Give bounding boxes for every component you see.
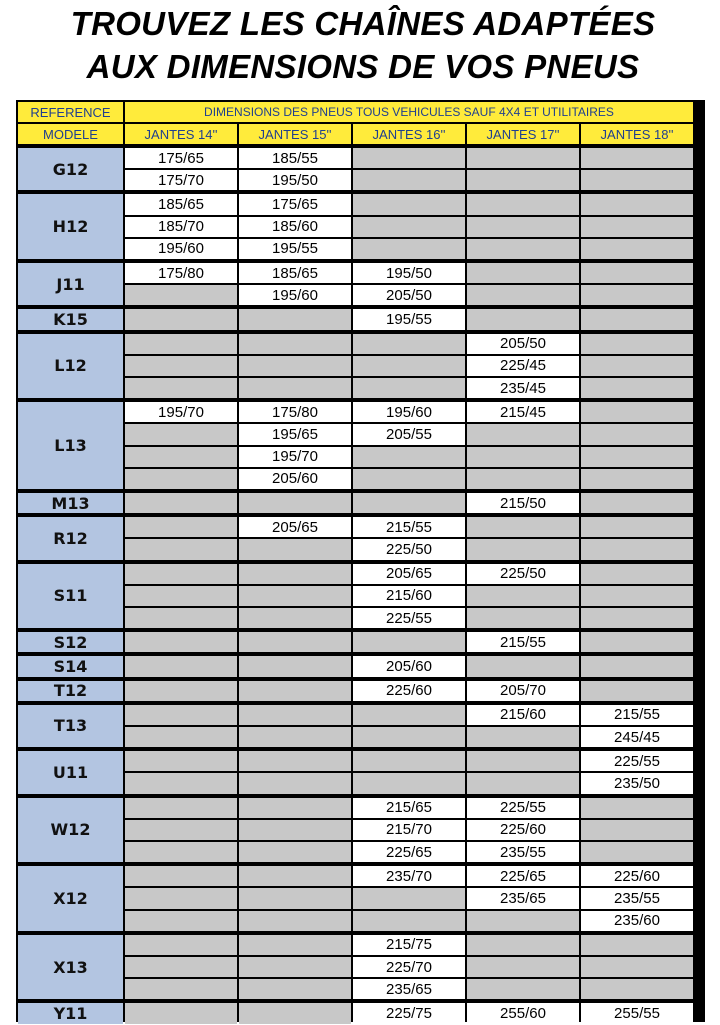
empty-cell (125, 979, 237, 999)
empty-cell (581, 564, 693, 584)
empty-cell (467, 148, 579, 168)
empty-cell (353, 469, 465, 489)
tire-size-cell: 195/60 (353, 402, 465, 422)
empty-cell (467, 608, 579, 628)
empty-cell (581, 632, 693, 652)
empty-cell (125, 911, 237, 931)
empty-cell (125, 469, 237, 489)
tire-size-cell: 235/65 (353, 979, 465, 999)
empty-cell (239, 957, 351, 977)
empty-cell (125, 517, 237, 537)
empty-cell (125, 888, 237, 908)
empty-cell (353, 727, 465, 747)
empty-cell (353, 705, 465, 725)
empty-cell (125, 935, 237, 955)
empty-cell (353, 493, 465, 513)
tire-size-cell: 225/50 (467, 564, 579, 584)
empty-cell (125, 1003, 237, 1023)
tire-size-cell: 235/65 (467, 888, 579, 908)
empty-cell (353, 194, 465, 214)
empty-cell (467, 957, 579, 977)
tire-size-cell: 175/65 (125, 148, 237, 168)
empty-cell (125, 564, 237, 584)
empty-cell (467, 979, 579, 999)
model-header: MODELE (18, 124, 123, 144)
empty-cell (581, 239, 693, 259)
model-reference: K15 (18, 309, 123, 329)
column-header: JANTES 17'' (467, 124, 579, 144)
empty-cell (239, 979, 351, 999)
empty-cell (125, 751, 237, 771)
empty-cell (581, 447, 693, 467)
empty-cell (581, 656, 693, 676)
tire-size-cell: 215/55 (581, 705, 693, 725)
tire-size-cell: 235/70 (353, 866, 465, 886)
empty-cell (581, 309, 693, 329)
tire-size-cell: 205/55 (353, 424, 465, 444)
empty-cell (581, 285, 693, 305)
empty-cell (239, 773, 351, 793)
page-title (6, 2, 720, 88)
tire-size-cell: 225/65 (467, 866, 579, 886)
empty-cell (239, 564, 351, 584)
model-reference: H12 (18, 194, 123, 259)
empty-cell (467, 727, 579, 747)
tire-size-cell: 225/60 (581, 866, 693, 886)
model-reference: R12 (18, 517, 123, 559)
tire-size-cell: 195/65 (239, 424, 351, 444)
empty-cell (467, 469, 579, 489)
empty-cell (467, 263, 579, 283)
column-header: JANTES 15'' (239, 124, 351, 144)
empty-cell (239, 309, 351, 329)
empty-cell (125, 842, 237, 862)
empty-cell (581, 681, 693, 701)
empty-cell (467, 447, 579, 467)
empty-cell (467, 935, 579, 955)
tire-size-cell: 215/65 (353, 798, 465, 818)
tire-size-cell: 225/60 (467, 820, 579, 840)
empty-cell (125, 608, 237, 628)
empty-cell (581, 424, 693, 444)
empty-cell (239, 727, 351, 747)
tire-size-cell: 225/65 (353, 842, 465, 862)
column-header: JANTES 16'' (353, 124, 465, 144)
empty-cell (239, 608, 351, 628)
model-reference: L12 (18, 334, 123, 399)
tire-size-cell: 215/45 (467, 402, 579, 422)
empty-cell (239, 842, 351, 862)
tire-size-cell: 255/60 (467, 1003, 579, 1023)
empty-cell (239, 1003, 351, 1023)
empty-cell (239, 935, 351, 955)
empty-cell (353, 378, 465, 398)
reference-header: REFERENCE (18, 102, 123, 122)
empty-cell (239, 493, 351, 513)
tire-size-cell: 185/65 (125, 194, 237, 214)
empty-cell (125, 285, 237, 305)
model-reference: T12 (18, 681, 123, 701)
empty-cell (125, 632, 237, 652)
empty-cell (239, 798, 351, 818)
tire-size-cell: 225/55 (353, 608, 465, 628)
empty-cell (581, 798, 693, 818)
tire-size-cell: 215/75 (353, 935, 465, 955)
tire-size-cell: 195/50 (353, 263, 465, 283)
empty-cell (581, 402, 693, 422)
title-line-2: AUX DIMENSIONS DE VOS PNEUS (86, 48, 640, 85)
model-reference: S14 (18, 656, 123, 676)
model-reference: S12 (18, 632, 123, 652)
empty-cell (125, 681, 237, 701)
tire-size-cell: 215/60 (353, 586, 465, 606)
tire-size-cell: 215/50 (467, 493, 579, 513)
empty-cell (125, 586, 237, 606)
empty-cell (125, 493, 237, 513)
tire-size-cell: 205/60 (353, 656, 465, 676)
empty-cell (353, 911, 465, 931)
empty-cell (581, 539, 693, 559)
tire-size-cell: 185/55 (239, 148, 351, 168)
empty-cell (467, 309, 579, 329)
empty-cell (125, 378, 237, 398)
empty-cell (467, 239, 579, 259)
empty-cell (581, 842, 693, 862)
model-reference: Y11 (18, 1003, 123, 1023)
empty-cell (581, 979, 693, 999)
empty-cell (125, 727, 237, 747)
empty-cell (353, 148, 465, 168)
empty-cell (125, 866, 237, 886)
empty-cell (353, 751, 465, 771)
tire-size-cell: 225/70 (353, 957, 465, 977)
tire-size-cell: 215/55 (353, 517, 465, 537)
empty-cell (125, 957, 237, 977)
empty-cell (125, 447, 237, 467)
empty-cell (125, 798, 237, 818)
empty-cell (581, 148, 693, 168)
empty-cell (581, 820, 693, 840)
empty-cell (353, 217, 465, 237)
empty-cell (467, 285, 579, 305)
tire-size-cell: 175/65 (239, 194, 351, 214)
tire-size-cell: 225/60 (353, 681, 465, 701)
tire-size-cell: 205/65 (353, 564, 465, 584)
tire-size-cell: 205/70 (467, 681, 579, 701)
tire-size-cell: 235/45 (467, 378, 579, 398)
empty-cell (125, 656, 237, 676)
empty-cell (239, 632, 351, 652)
model-reference: T13 (18, 705, 123, 747)
model-reference: W12 (18, 798, 123, 863)
empty-cell (239, 911, 351, 931)
empty-cell (467, 517, 579, 537)
empty-cell (239, 820, 351, 840)
empty-cell (353, 632, 465, 652)
empty-cell (581, 608, 693, 628)
model-reference: X12 (18, 866, 123, 931)
tire-size-cell: 175/80 (125, 263, 237, 283)
column-header: JANTES 18'' (581, 124, 693, 144)
tire-size-cell: 215/70 (353, 820, 465, 840)
empty-cell (239, 356, 351, 376)
tire-size-cell: 195/55 (239, 239, 351, 259)
empty-cell (125, 424, 237, 444)
empty-cell (581, 957, 693, 977)
tire-size-cell: 225/50 (353, 539, 465, 559)
tire-size-cell: 235/60 (581, 911, 693, 931)
empty-cell (467, 170, 579, 190)
tire-size-cell: 225/55 (467, 798, 579, 818)
tire-size-cell: 195/60 (239, 285, 351, 305)
empty-cell (581, 356, 693, 376)
empty-cell (239, 888, 351, 908)
tire-size-cell: 205/65 (239, 517, 351, 537)
tire-size-cell: 195/60 (125, 239, 237, 259)
empty-cell (467, 424, 579, 444)
empty-cell (581, 586, 693, 606)
empty-cell (125, 309, 237, 329)
empty-cell (239, 681, 351, 701)
tire-size-cell: 185/65 (239, 263, 351, 283)
empty-cell (581, 334, 693, 354)
empty-cell (125, 356, 237, 376)
empty-cell (239, 334, 351, 354)
empty-cell (239, 378, 351, 398)
tire-size-cell: 215/55 (467, 632, 579, 652)
empty-cell (353, 773, 465, 793)
tire-size-cell: 245/45 (581, 727, 693, 747)
tire-size-cell: 175/80 (239, 402, 351, 422)
tire-size-cell: 235/55 (467, 842, 579, 862)
empty-cell (239, 705, 351, 725)
title-line-1: TROUVEZ LES CHAÎNES ADAPTÉES (70, 5, 656, 42)
empty-cell (353, 239, 465, 259)
empty-cell (581, 263, 693, 283)
empty-cell (581, 517, 693, 537)
empty-cell (125, 820, 237, 840)
empty-cell (125, 773, 237, 793)
empty-cell (467, 911, 579, 931)
empty-cell (581, 493, 693, 513)
tire-size-cell: 205/60 (239, 469, 351, 489)
model-reference: U11 (18, 751, 123, 793)
empty-cell (353, 170, 465, 190)
empty-cell (125, 705, 237, 725)
tire-size-cell: 235/55 (581, 888, 693, 908)
column-header: JANTES 14'' (125, 124, 237, 144)
tire-chain-table (16, 100, 705, 1022)
tire-size-cell: 185/60 (239, 217, 351, 237)
empty-cell (581, 469, 693, 489)
tire-size-cell: 205/50 (467, 334, 579, 354)
empty-cell (353, 888, 465, 908)
empty-cell (581, 194, 693, 214)
empty-cell (581, 170, 693, 190)
tire-size-cell: 205/50 (353, 285, 465, 305)
tire-size-cell: 195/70 (239, 447, 351, 467)
empty-cell (467, 194, 579, 214)
tire-size-cell: 255/55 (581, 1003, 693, 1023)
empty-cell (467, 586, 579, 606)
tire-size-cell: 235/50 (581, 773, 693, 793)
empty-cell (239, 539, 351, 559)
empty-cell (239, 751, 351, 771)
empty-cell (581, 217, 693, 237)
empty-cell (581, 378, 693, 398)
tire-size-cell: 185/70 (125, 217, 237, 237)
empty-cell (467, 217, 579, 237)
empty-cell (467, 656, 579, 676)
empty-cell (239, 586, 351, 606)
model-reference: G12 (18, 148, 123, 190)
empty-cell (467, 539, 579, 559)
tire-size-cell: 225/75 (353, 1003, 465, 1023)
tire-size-cell: 225/45 (467, 356, 579, 376)
empty-cell (353, 356, 465, 376)
tire-size-cell: 215/60 (467, 705, 579, 725)
empty-cell (353, 334, 465, 354)
empty-cell (239, 656, 351, 676)
tire-size-cell: 225/55 (581, 751, 693, 771)
model-reference: S11 (18, 564, 123, 629)
model-reference: M13 (18, 493, 123, 513)
empty-cell (125, 334, 237, 354)
model-reference: J11 (18, 263, 123, 305)
empty-cell (125, 539, 237, 559)
tire-size-cell: 195/70 (125, 402, 237, 422)
empty-cell (467, 773, 579, 793)
tire-size-cell: 175/70 (125, 170, 237, 190)
dimensions-header: DIMENSIONS DES PNEUS TOUS VEHICULES SAUF 4X4 ET UTILITAIRES (125, 102, 693, 122)
empty-cell (239, 866, 351, 886)
empty-cell (353, 447, 465, 467)
empty-cell (467, 751, 579, 771)
model-reference: L13 (18, 402, 123, 489)
tire-size-cell: 195/50 (239, 170, 351, 190)
model-reference: X13 (18, 935, 123, 1000)
empty-cell (581, 935, 693, 955)
tire-size-cell: 195/55 (353, 309, 465, 329)
